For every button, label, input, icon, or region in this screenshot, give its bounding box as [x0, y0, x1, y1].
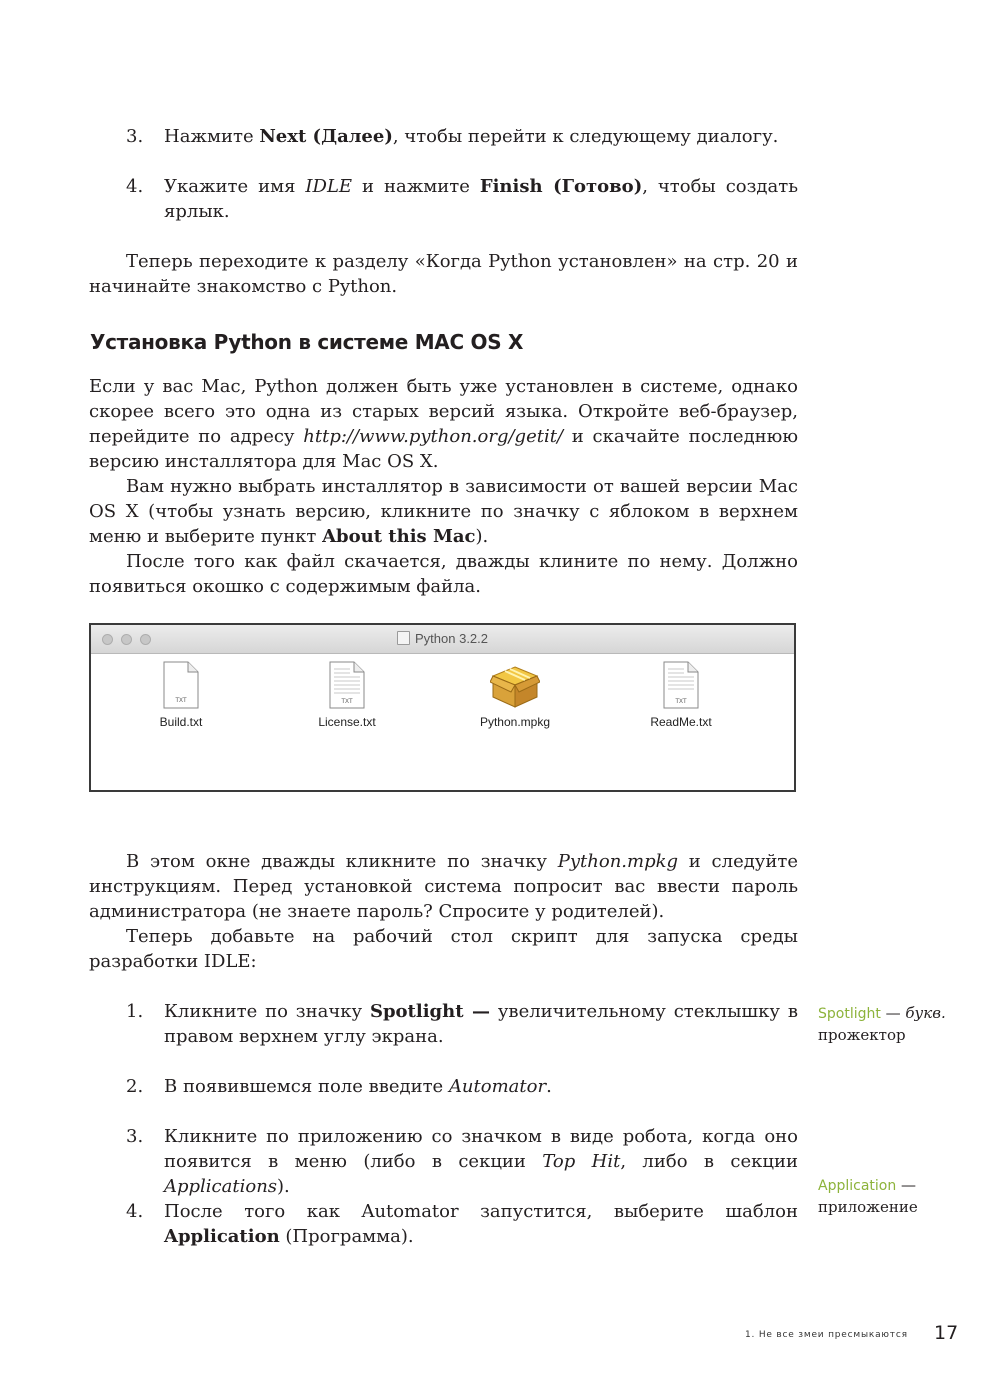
window-titlebar [91, 625, 794, 654]
page-number: 17 [934, 1322, 959, 1344]
paragraph: В этом окне дважды кликните по значку Python.mpkg и следуйте инструкциям. Перед установкой система попросит вас ввести пароль администратора (не знаете пароль? Спросите у родителей). [89, 851, 799, 922]
file-name: ReadMe.txt [650, 715, 712, 729]
list-item: Укажите имя IDLE и нажмите Finish (Готово), чтобы создать ярлык. [164, 176, 799, 222]
package-icon [490, 661, 540, 709]
note-term: Application [818, 1178, 897, 1194]
file-type-tag: TXT [675, 699, 687, 705]
file-item[interactable] [621, 661, 741, 729]
list-number: 2. [126, 1076, 144, 1097]
paragraph: Если у вас Mac, Python должен быть уже установлен в системе, однако скорее всего это одна из старых версий языка. Откройте веб-браузер, перейдите по адресу http://www.python.org/getit/ и скачайте последнюю версию инсталлятора для Mac OS X. [89, 376, 798, 472]
list-item: Нажмите Next (Далее), чтобы перейти к следующему диалогу. [164, 126, 779, 147]
list-item: После того как Automator запустится, выберите шаблон Application (Программа). [164, 1201, 798, 1247]
list-number: 4. [126, 1201, 144, 1222]
margin-note: Application — приложение [818, 1176, 918, 1216]
running-footer: 1. Не все змеи пресмыкаются [745, 1330, 908, 1340]
file-name: License.txt [318, 715, 376, 729]
section-heading: Установка Python в системе MAC OS X [90, 330, 524, 354]
finder-window [89, 623, 796, 792]
note-meaning: прожектор [818, 1026, 906, 1044]
list-number: 1. [126, 1001, 144, 1022]
file-name: Build.txt [159, 715, 203, 729]
txt-file-icon [161, 661, 201, 709]
note-term: Spotlight [818, 1006, 881, 1022]
note-meaning: приложение [818, 1198, 918, 1216]
list-item: Кликните по приложению со значком в виде робота, когда оно появится в меню (либо в секции Top Hit, либо в секции Applications). [164, 1126, 798, 1197]
file-item[interactable] [455, 661, 575, 729]
disk-image-icon [397, 631, 410, 645]
file-name: Python.mpkg [479, 715, 551, 729]
paragraph: Теперь переходите к разделу «Когда Python установлен» на стр. 20 и начинайте знакомство с Python. [89, 251, 798, 297]
paragraph: Вам нужно выбрать инсталлятор в зависимости от вашей версии Mac OS X (чтобы узнать версию, кликните по значку с яблоком в верхнем меню и выберите пункт About this Mac). [89, 476, 798, 547]
txt-file-icon [661, 661, 701, 709]
paragraph: Теперь добавьте на рабочий стол скрипт для запуска среды разработки IDLE: [89, 926, 798, 972]
file-item[interactable] [121, 661, 241, 729]
list-item: В появившемся поле введите Automator. [164, 1076, 552, 1097]
file-type-tag: TXT [341, 699, 353, 705]
paragraph: После того как файл скачается, дважды клините по нему. Должно появиться окошко с содержимым файла. [89, 551, 798, 597]
margin-note: Spotlight — букв. прожектор [818, 1004, 946, 1044]
list-number: 4. [126, 176, 144, 197]
file-type-tag: TXT [175, 698, 187, 704]
list-number: 3. [126, 1126, 144, 1147]
file-item[interactable] [287, 661, 407, 729]
txt-file-icon [327, 661, 367, 709]
window-title: Python 3.2.2 [91, 631, 794, 646]
list-item: Кликните по значку Spotlight — увеличительному стеклышку в правом верхнем углу экрана. [164, 1001, 798, 1047]
list-number: 3. [126, 126, 144, 147]
